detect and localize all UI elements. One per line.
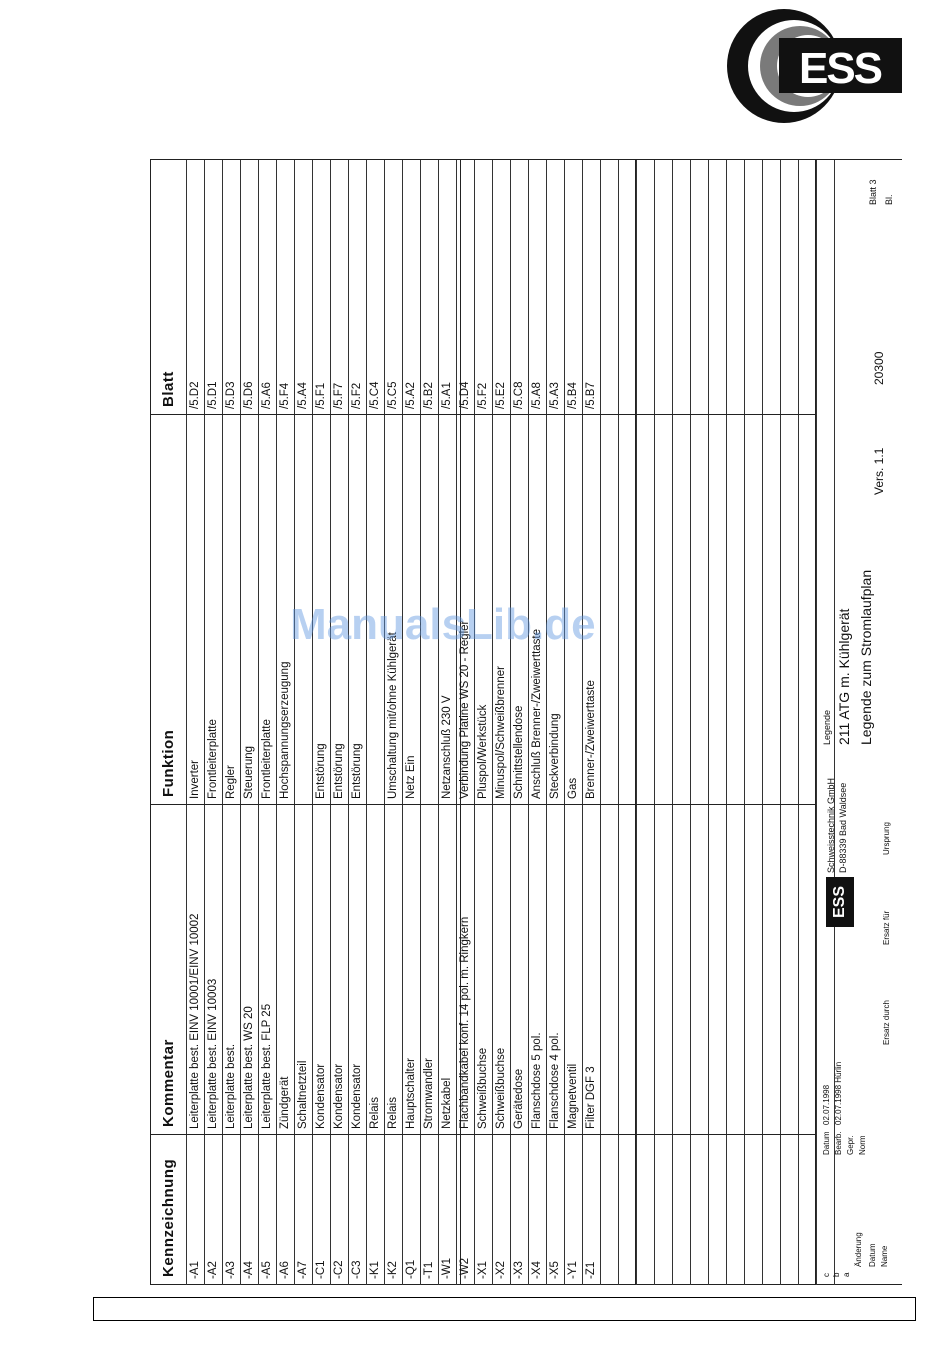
row-id: -A3 bbox=[225, 1261, 237, 1279]
row-id: -C3 bbox=[351, 1260, 363, 1279]
row-blatt: /5.C4 bbox=[369, 381, 381, 409]
row-divider bbox=[636, 160, 637, 1285]
row-funktion: Inverter bbox=[189, 760, 201, 799]
ersatz-fuer-label: Ersatz für bbox=[882, 910, 891, 945]
row-blatt: /5.F7 bbox=[333, 382, 345, 409]
header-blatt: Blatt bbox=[160, 371, 177, 407]
row-funktion: Frontleiterplatte bbox=[261, 719, 273, 799]
row-id: -C2 bbox=[333, 1260, 345, 1279]
row-divider bbox=[690, 160, 691, 1285]
revision-a: a bbox=[842, 1272, 851, 1277]
row-kommentar: Kondensator bbox=[351, 1063, 363, 1129]
datum-col-label: Datum bbox=[868, 1243, 877, 1267]
row-kommentar: Kondensator bbox=[315, 1063, 327, 1129]
row-blatt: /5.E2 bbox=[495, 382, 507, 409]
row-funktion: Pluspol/Werkstück bbox=[477, 704, 489, 799]
row-divider bbox=[672, 160, 673, 1285]
row-blatt: /5.F2 bbox=[351, 382, 363, 409]
row-blatt: /5.B4 bbox=[567, 382, 579, 409]
row-id: -X2 bbox=[495, 1261, 507, 1279]
row-id: -X4 bbox=[531, 1261, 543, 1279]
drawing-title-2: Legende zum Stromlaufplan bbox=[858, 569, 874, 745]
row-kommentar: Schweißbuchse bbox=[477, 1047, 489, 1129]
row-kommentar: Flanschdose 5 pol. bbox=[531, 1032, 543, 1129]
row-id: -Y1 bbox=[567, 1261, 579, 1279]
row-funktion: Minuspol/Schweißbrenner bbox=[495, 666, 507, 799]
row-id: -X5 bbox=[549, 1261, 561, 1279]
row-blatt: /5.D3 bbox=[225, 381, 237, 409]
revision-b: b bbox=[832, 1272, 841, 1277]
row-divider bbox=[762, 160, 763, 1285]
row-id: -X1 bbox=[477, 1261, 489, 1279]
row-blatt: /5.D4 bbox=[459, 381, 471, 409]
row-id: -A7 bbox=[297, 1261, 309, 1279]
row-kommentar: Stromwandler bbox=[423, 1058, 435, 1129]
svg-text:ESS: ESS bbox=[798, 44, 882, 93]
row-divider bbox=[600, 160, 601, 1285]
ersatz-durch-label: Ersatz durch bbox=[882, 1000, 891, 1045]
row-kommentar: Leiterplatte best. EINV 10001/EINV 10002 bbox=[189, 913, 201, 1129]
row-blatt: /5.C8 bbox=[513, 381, 525, 409]
sheet-short-label: Bl. bbox=[884, 194, 894, 205]
drawing-title-1: 211 ATG m. Kühlgerät bbox=[836, 608, 852, 745]
row-kommentar: Netzkabel bbox=[441, 1077, 453, 1129]
row-blatt: /5.A4 bbox=[297, 382, 309, 409]
row-id: -Z1 bbox=[585, 1261, 597, 1279]
row-blatt: /5.C5 bbox=[387, 381, 399, 409]
header-funktion: Funktion bbox=[160, 729, 177, 797]
row-id: -A2 bbox=[207, 1261, 219, 1279]
row-kommentar: Schweißbuchse bbox=[495, 1047, 507, 1129]
bottom-bar bbox=[93, 1297, 916, 1321]
row-id: -W1 bbox=[441, 1257, 453, 1279]
row-divider bbox=[780, 160, 781, 1285]
row-divider bbox=[798, 160, 799, 1285]
row-kommentar: Flachbandkabel konf. 14 pol. m. Ringkern bbox=[459, 916, 471, 1129]
row-funktion: Steckverbindung bbox=[549, 713, 561, 799]
row-kommentar: Leiterplatte best. EINV 10003 bbox=[207, 978, 219, 1129]
row-funktion: Entstörung bbox=[315, 743, 327, 799]
row-kommentar: Zündgerät bbox=[279, 1076, 291, 1129]
row-kommentar: Leiterplatte best. FLP 25 bbox=[261, 1003, 273, 1129]
sheet-label: Blatt 3 bbox=[868, 179, 878, 205]
row-funktion: Anschluß Brenner-/Zweiwerttaste bbox=[531, 628, 543, 799]
row-funktion: Schnittstellendose bbox=[513, 705, 525, 799]
row-funktion: Umschaltung mit/ohne Kühlgerät bbox=[387, 632, 399, 799]
row-id: -A6 bbox=[279, 1261, 291, 1279]
company-name: Schweisstechnik GmbH bbox=[826, 777, 836, 873]
row-funktion: Netzanschluß 230 V bbox=[441, 695, 453, 799]
row-kommentar: Gerätedose bbox=[513, 1068, 525, 1129]
row-blatt: /5.D2 bbox=[189, 381, 201, 409]
row-divider bbox=[708, 160, 709, 1285]
row-blatt: /5.A8 bbox=[531, 382, 543, 409]
row-funktion: Gas bbox=[567, 777, 579, 799]
header-kennzeichnung: Kennzeichnung bbox=[160, 1158, 177, 1277]
row-blatt: /5.B2 bbox=[423, 382, 435, 409]
row-kommentar: Filter DGF 3 bbox=[585, 1066, 597, 1129]
row-funktion: Regler bbox=[225, 765, 237, 799]
title-block bbox=[815, 160, 903, 1285]
row-blatt: /5.F4 bbox=[279, 382, 291, 409]
row-blatt: /5.D6 bbox=[243, 381, 255, 409]
row-id: -T1 bbox=[423, 1261, 435, 1279]
bearb-value: 02.07.1998 Hürlin bbox=[834, 1061, 843, 1125]
ess-small-logo: ESS bbox=[826, 877, 854, 927]
row-kommentar: Kondensator bbox=[333, 1063, 345, 1129]
legende-label: Legende bbox=[822, 709, 832, 745]
row-id: -Q1 bbox=[405, 1259, 417, 1279]
row-blatt: /5.A1 bbox=[441, 382, 453, 409]
ursprung-label: Ursprung bbox=[882, 822, 891, 855]
row-blatt: /5.A6 bbox=[261, 382, 273, 409]
gepr-label: Gepr. bbox=[846, 1135, 855, 1155]
norm-label: Norm bbox=[858, 1135, 867, 1155]
aenderung-label: Änderung bbox=[854, 1232, 863, 1267]
ess-logo bbox=[724, 6, 904, 126]
name-col-label: Name bbox=[880, 1245, 889, 1267]
row-funktion: Netz Ein bbox=[405, 755, 417, 799]
row-kommentar: Relais bbox=[369, 1097, 381, 1129]
revision-c: c bbox=[822, 1273, 831, 1277]
row-blatt: /5.F1 bbox=[315, 382, 327, 409]
row-id: -X3 bbox=[513, 1261, 525, 1279]
row-kommentar: Magnetventil bbox=[567, 1063, 579, 1129]
company-address: D-88339 Bad Waldsee bbox=[838, 782, 848, 873]
column-divider bbox=[150, 804, 815, 805]
row-funktion: Entstörung bbox=[333, 743, 345, 799]
column-divider bbox=[150, 1134, 815, 1135]
row-id: -K1 bbox=[369, 1261, 381, 1279]
row-id: -A1 bbox=[189, 1261, 201, 1279]
row-blatt: /5.A2 bbox=[405, 382, 417, 409]
row-funktion: Verbindung Platine WS 20 - Regler bbox=[459, 620, 471, 799]
row-id: -K2 bbox=[387, 1261, 399, 1279]
row-kommentar: Schaltnetzteil bbox=[297, 1060, 309, 1129]
row-divider bbox=[654, 160, 655, 1285]
row-id: -A4 bbox=[243, 1261, 255, 1279]
row-funktion: Hochspannungserzeugung bbox=[279, 661, 291, 799]
row-blatt: /5.A3 bbox=[549, 382, 561, 409]
drawing-number: 20300 bbox=[872, 351, 886, 385]
row-kommentar: Hauptschalter bbox=[405, 1058, 417, 1129]
row-id: -W2 bbox=[459, 1257, 471, 1279]
row-kommentar: Leiterplatte best. bbox=[225, 1043, 237, 1129]
row-divider bbox=[726, 160, 727, 1285]
watermark: ManualsLib.de bbox=[290, 600, 596, 649]
row-id: -A5 bbox=[261, 1261, 273, 1279]
datum-label: Datum bbox=[822, 1131, 831, 1155]
row-funktion: Steuerung bbox=[243, 745, 255, 799]
row-funktion: Frontleiterplatte bbox=[207, 719, 219, 799]
row-blatt: /5.D1 bbox=[207, 381, 219, 409]
row-id: -C1 bbox=[315, 1260, 327, 1279]
row-blatt: /5.B7 bbox=[585, 382, 597, 409]
datum-value: 02.07.1998 bbox=[822, 1084, 831, 1125]
row-kommentar: Flanschdose 4 pol. bbox=[549, 1032, 561, 1129]
header-kommentar: Kommentar bbox=[160, 1039, 177, 1127]
column-divider bbox=[150, 414, 815, 415]
bearb-label: Bearb. bbox=[834, 1131, 843, 1155]
row-funktion: Brenner-/Zweiwerttaste bbox=[585, 680, 597, 799]
row-divider bbox=[618, 160, 619, 1285]
legend-sheet bbox=[150, 160, 902, 1285]
row-funktion: Entstörung bbox=[351, 743, 363, 799]
row-divider bbox=[744, 160, 745, 1285]
rotated-table bbox=[150, 160, 902, 1285]
version-label: Vers. 1.1 bbox=[872, 447, 886, 495]
row-blatt: /5.F2 bbox=[477, 382, 489, 409]
row-kommentar: Leiterplatte best. WS 20 bbox=[243, 1006, 255, 1129]
row-kommentar: Relais bbox=[387, 1097, 399, 1129]
